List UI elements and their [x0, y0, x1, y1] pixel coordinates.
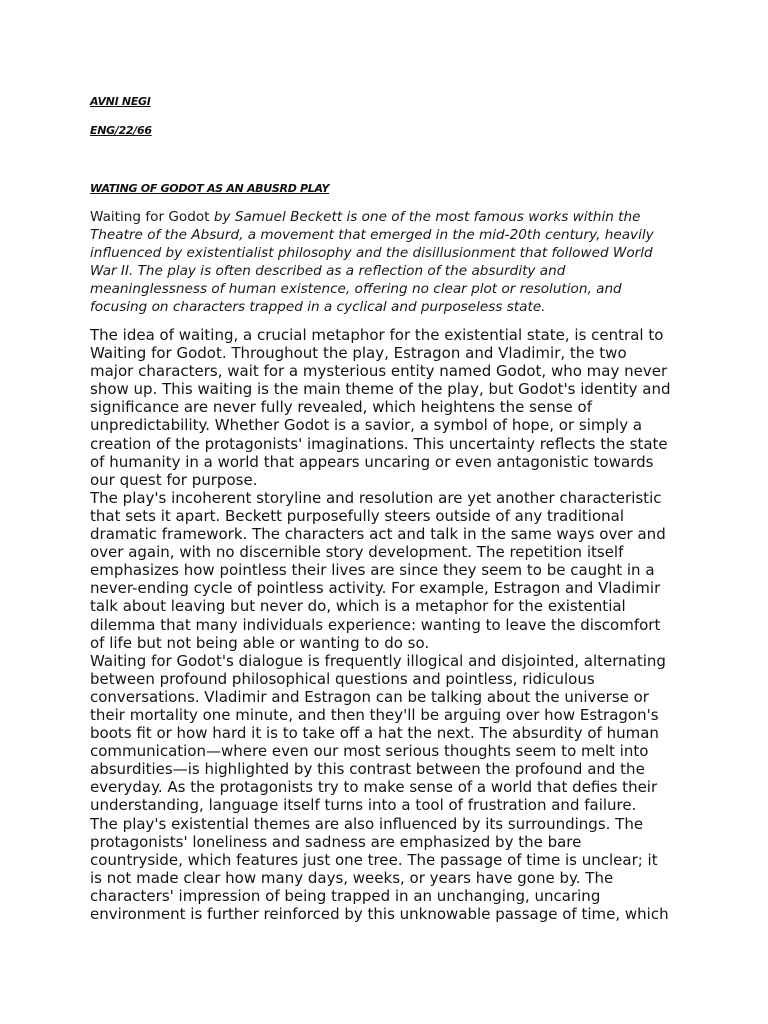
text-line: countryside, which features just one tree. The passage of time is unclear; it	[90, 850, 658, 869]
essay-body	[90, 326, 690, 923]
body-paragraph-3	[90, 652, 690, 815]
text-line: over again, with no discernible story development. The repetition itself	[90, 543, 624, 562]
text-line: talk about leaving but never do, which is a metaphor for the existential	[90, 597, 626, 616]
body-paragraph-1	[90, 326, 690, 489]
text-line: environment is further reinforced by this unknowable passage of time, which	[90, 905, 669, 923]
text-line: understanding, language itself turns into a tool of frustration and failure.	[90, 796, 637, 815]
text-line: Waiting for Godot. Throughout the play, Estragon and Vladimir, the two	[90, 344, 627, 363]
intro-line: focusing on characters trapped in a cyclical and purposeless state.	[90, 299, 546, 315]
text-line: protagonists' loneliness and sadness are emphasized by the bare	[90, 832, 582, 851]
text-line: never-ending cycle of pointless activity. For example, Estragon and Vladimir	[90, 579, 661, 598]
intro-line: meaninglessness of human existence, offering no clear plot or resolution, and	[90, 281, 622, 297]
text-line: of humanity in a world that appears uncaring or even antagonistic towards	[90, 452, 654, 471]
text-line: dilemma that many individuals experience: wanting to leave the discomfort	[90, 615, 661, 634]
text-line: Waiting for Godot's dialogue is frequently illogical and disjointed, alternating	[90, 651, 666, 670]
essay-title: WATING OF GODOT AS AN ABUSRD PLAY	[90, 182, 330, 195]
text-line: that sets it apart. Beckett purposefully steers outside of any traditional	[90, 506, 624, 525]
intro-play-title: Waiting for Godot	[90, 209, 210, 225]
intro-line: influenced by existentialist philosophy and the disillusionment that followed World	[90, 245, 653, 261]
text-line: significance are never fully revealed, which heightens the sense of	[90, 398, 593, 417]
text-line: between profound philosophical questions and pointless, ridiculous	[90, 669, 595, 688]
text-line: unpredictability. Whether Godot is a savior, a symbol of hope, or simply a	[90, 416, 643, 435]
text-line: creation of the protagonists' imaginations. This uncertainty reflects the state	[90, 434, 668, 453]
text-line: of life but not being able or wanting to do so.	[90, 633, 430, 652]
text-line: communication—where even our most serious thoughts seem to melt into	[90, 742, 649, 761]
author-name: AVNI NEGI	[90, 95, 151, 108]
text-line: The play's incoherent storyline and resolution are yet another characteristic	[90, 488, 662, 507]
intro-line	[90, 208, 690, 226]
text-line: is not made clear how many days, weeks, or years have gone by. The	[90, 868, 614, 887]
text-line: major characters, wait for a mysterious entity named Godot, who may never	[90, 362, 668, 381]
text-line: boots fit or how hard it is to take off a hat the next. The absurdity of human	[90, 724, 659, 743]
text-line: characters' impression of being trapped in an unchanging, uncaring	[90, 886, 601, 905]
text-line: our quest for purpose.	[90, 470, 258, 489]
text-line: their mortality one minute, and then they'll be arguing over how Estragon's	[90, 705, 659, 724]
document-page	[90, 0, 690, 1024]
text-line: emphasizes how pointless their lives are since they seem to be caught in a	[90, 561, 655, 580]
intro-line-text: by Samuel Beckett is one of the most famous works within the	[209, 209, 641, 225]
text-line: The play's existential themes are also influenced by its surroundings. The	[90, 814, 644, 833]
text-line: The idea of waiting, a crucial metaphor for the existential state, is central to	[90, 326, 664, 344]
text-line: conversations. Vladimir and Estragon can be talking about the universe or	[90, 687, 649, 706]
text-line: show up. This waiting is the main theme of the play, but Godot's identity and	[90, 380, 671, 399]
text-line: everyday. As the protagonists try to make sense of a world that defies their	[90, 778, 658, 797]
roll-number: ENG/22/66	[90, 124, 152, 137]
intro-line: Theatre of the Absurd, a movement that emerged in the mid-20th century, heavily	[90, 227, 654, 243]
body-paragraph-2	[90, 489, 690, 652]
text-line: absurdities—is highlighted by this contrast between the profound and the	[90, 760, 645, 779]
intro-paragraph	[90, 208, 690, 316]
text-line: dramatic framework. The characters act and talk in the same ways over and	[90, 525, 666, 544]
intro-line: War II. The play is often described as a reflection of the absurdity and	[90, 263, 566, 279]
body-paragraph-4	[90, 815, 690, 924]
